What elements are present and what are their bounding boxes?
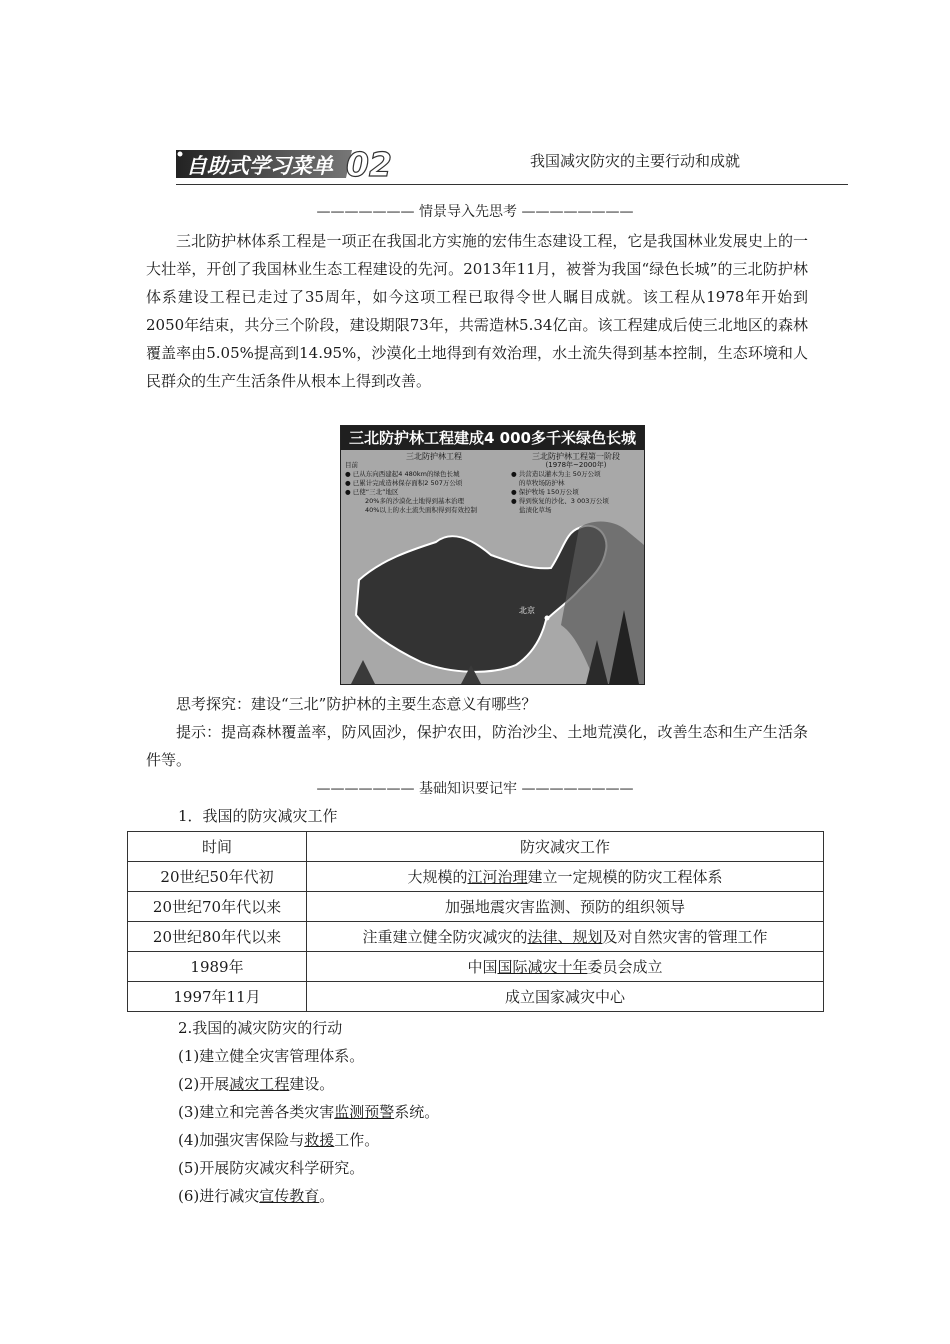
divider-intro: ——————— 情景导入先思考 ———————— xyxy=(316,204,634,220)
cell-text: 中国 xyxy=(467,958,498,976)
figure-left-box xyxy=(345,452,523,515)
figure-right-head: 三北防护林工程第一阶段 xyxy=(532,452,620,461)
figure-right-sub: (1978年~2000年) xyxy=(545,461,607,469)
figure-left-head: 三北防护林工程 xyxy=(406,452,462,461)
action-item xyxy=(178,1185,334,1206)
map-figure xyxy=(340,425,645,685)
table-cell-work xyxy=(307,982,824,1012)
action-text: (3)建立和完善各类灾害 xyxy=(178,1103,335,1121)
action-text: (2)开展 xyxy=(178,1075,230,1093)
table-cell-time: 20世纪50年代初 xyxy=(128,862,307,892)
section-banner xyxy=(176,144,398,180)
table-header: 防灾减灾工作 xyxy=(307,832,824,862)
table-header: 时间 xyxy=(128,832,307,862)
action-text: 建设。 xyxy=(289,1075,335,1093)
table-row xyxy=(128,952,824,982)
divider-basics: ——————— 基础知识要记牢 ———————— xyxy=(316,781,634,797)
cell-text: 加强地震灾害监测、预防的组织领导 xyxy=(444,898,685,916)
action-underlined: 救援 xyxy=(304,1131,335,1149)
action-text: (6)进行减灾 xyxy=(178,1187,260,1205)
action-text: 。 xyxy=(319,1187,335,1205)
table-row xyxy=(128,892,824,922)
table-cell-work xyxy=(307,892,824,922)
figure-right-line: ● 共营造以灌木为主 50万公顷 xyxy=(511,470,601,478)
cell-text: 成立国家减灾中心 xyxy=(504,988,625,1006)
cell-text: 及对自然灾害的管理工作 xyxy=(602,928,768,946)
header-title: 我国减灾防灾的主要行动和成就 xyxy=(530,152,741,170)
figure-left-line: ● 已使“三北”地区 xyxy=(345,488,399,496)
table-cell-time: 20世纪70年代以来 xyxy=(128,892,307,922)
action-item xyxy=(178,1073,334,1094)
cell-text: 大规模的 xyxy=(407,868,468,886)
cell-text: 委员会成立 xyxy=(587,958,663,976)
intro-paragraph: 三北防护林体系工程是一项正在我国北方实施的宏伟生态建设工程，它是我国林业发展史上的一大壮举，开创了我国林业生态工程建设的先河。2013年11月，被誉为我国“绿色长城”的三北防护林体系建设工程已走过了35周年，如今这项工程已取得令世人瞩目成就。该工程从1978年开始到2050年结束，共分三个阶段，建设期限73年，共需造林5.34亿亩。该工程建成后使三北地区的森林覆盖率由5.05%提高到14.95%，沙漠化土地得到有效治理，水土流失得到基本控制，生态环境和人民群众的生产生活条件从根本上得到改善。 xyxy=(146,232,808,390)
figure-left-line: 目前 xyxy=(345,461,358,469)
table-row xyxy=(128,922,824,952)
banner-number: 02 xyxy=(346,145,392,180)
figure-right-line: ● 得到恢复的沙化、3 003万公顷 xyxy=(511,497,609,505)
action-item xyxy=(178,1045,364,1066)
table-cell-time: 1989年 xyxy=(128,952,307,982)
question-text: 思考探究：建设“三北”防护林的主要生态意义有哪些？ xyxy=(176,695,537,713)
answer-text: 提示：提高森林覆盖率，防风固沙，保护农田，防治沙尘、土地荒漠化，改善生态和生产生活条件等。 xyxy=(146,723,808,769)
figure-title: 三北防护林工程建成4 000多千米绿色长城 xyxy=(341,426,644,450)
figure-right-line: ● 保护牧场 150万公顷 xyxy=(511,488,579,496)
figure-right-line: 盐渍化草场 xyxy=(519,506,552,514)
figure-right-line: 的草牧场防护林 xyxy=(519,479,565,487)
disaster-work-table xyxy=(127,831,824,1012)
action-text: 工作。 xyxy=(334,1131,380,1149)
action-underlined: 监测预警 xyxy=(334,1103,395,1121)
figure-right-box xyxy=(511,452,641,515)
item1-title: 1．我国的防灾减灾工作 xyxy=(178,807,338,825)
figure-left-line: 20%多的沙漠化土地得到基本治理 xyxy=(365,497,464,505)
cell-underlined: 国际减灾十年 xyxy=(497,958,588,976)
table-cell-work xyxy=(307,952,824,982)
action-text: (4)加强灾害保险与 xyxy=(178,1131,305,1149)
action-underlined: 宣传教育 xyxy=(259,1187,320,1205)
table-cell-work xyxy=(307,862,824,892)
table-header-row xyxy=(128,832,824,862)
action-text: (5)开展防灾减灾科学研究。 xyxy=(178,1159,365,1177)
table-row xyxy=(128,862,824,892)
table-cell-work xyxy=(307,922,824,952)
cell-underlined: 法律、规划 xyxy=(527,928,603,946)
banner-text: 自助式学习菜单 xyxy=(186,154,333,178)
action-item xyxy=(178,1157,364,1178)
action-text: 系统。 xyxy=(394,1103,440,1121)
beijing-label: 北京 xyxy=(519,606,535,615)
table-cell-time: 1997年11月 xyxy=(128,982,307,1012)
figure-left-line: ● 已累计完成造林保存面积2 507万公顷 xyxy=(345,479,463,487)
action-item xyxy=(178,1129,379,1150)
table-row xyxy=(128,982,824,1012)
action-item xyxy=(178,1101,439,1122)
action-text: (1)建立健全灾害管理体系。 xyxy=(178,1047,365,1065)
item2-title: 2.我国的减灾防灾的行动 xyxy=(178,1019,343,1037)
figure-left-line: 40%以上的水土流失面积得到有效控制 xyxy=(365,506,477,514)
page-header xyxy=(176,144,848,185)
cell-text: 注重建立健全防灾减灾的 xyxy=(362,928,528,946)
cell-underlined: 江河治理 xyxy=(467,868,528,886)
cell-text: 建立一定规模的防灾工程体系 xyxy=(527,868,723,886)
figure-left-line: ● 已从东向西建起4 480km的绿色长城 xyxy=(345,470,460,478)
table-cell-time: 20世纪80年代以来 xyxy=(128,922,307,952)
action-underlined: 减灾工程 xyxy=(229,1075,290,1093)
